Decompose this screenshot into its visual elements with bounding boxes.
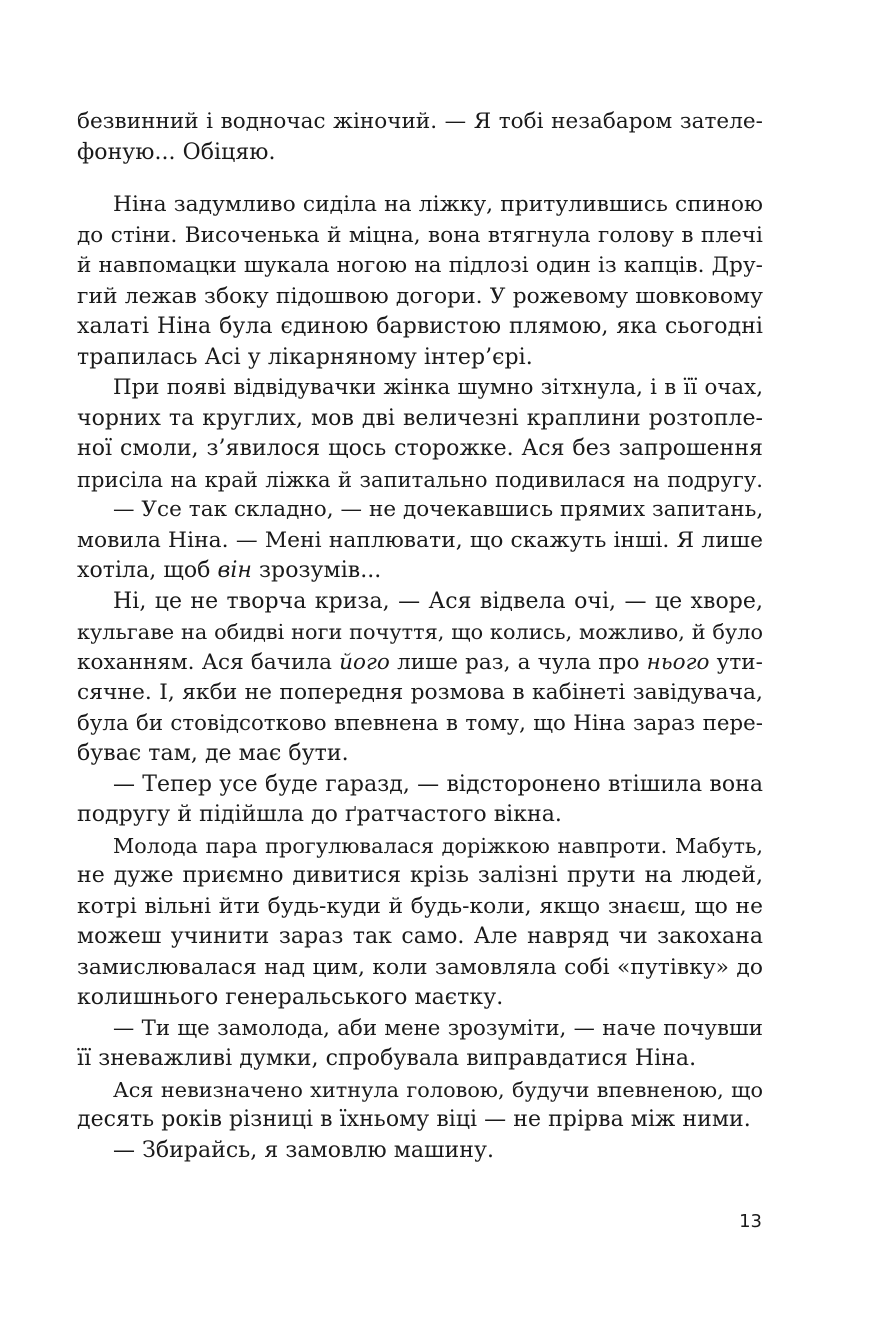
text-line: котрі вільні йти будь-куди й будь-коли, якщо знаєш, що не (77, 893, 763, 919)
text-run: лише раз, а чула про (389, 649, 647, 675)
body-text (77, 107, 763, 1166)
text-line: подругу й підійшла до ґратчастого вікна. (77, 802, 562, 827)
text-line (77, 648, 763, 679)
text-line: Ася невизначено хитнула головою, будучи впевненою, що (113, 1077, 763, 1102)
text-line: Ні, це не творча криза, — Ася відвела очі, — це хворе, (113, 588, 763, 614)
text-line: не дуже приємно дивитися крізь залізні прути на людей, (77, 863, 763, 888)
text-line: можеш учинити зараз так само. Але навряд чи закохана (77, 924, 763, 949)
page-number: 13 (739, 1211, 762, 1232)
text-line: колишнього генеральського маєтку. (77, 985, 504, 1010)
text-line: безвинний і водночас жіночий. — Я тобі незабаром зателе- (77, 109, 763, 134)
text-line (77, 556, 763, 587)
text-line: її зневажливі думки, спробувала виправдатися Ніна. (77, 1046, 697, 1071)
text-run: ути- (709, 649, 763, 675)
text-line: до стіни. Височенька й міцна, вона втягнула голову в плечі (77, 222, 763, 248)
text-line: сячне. І, якби не попередня розмова в кабінеті завідувача, (77, 680, 763, 705)
text-run: коханням. Ася бачила (77, 649, 340, 675)
italic-emphasis: його (339, 649, 390, 675)
text-line: й навпомацки шукала ногою на підлозі один із капців. Дру- (77, 253, 763, 278)
text-line: гий лежав збоку підошвою догори. У рожевому шовковому (77, 283, 763, 309)
text-line: халаті Ніна була єдиною барвистою плямою, яка сьогодні (77, 314, 763, 339)
text-line: — Усе так складно, — не дочекавшись прямих запитань, (113, 497, 764, 522)
text-run: зрозумів... (251, 558, 382, 583)
text-line: — Тепер усе буде гаразд, — відсторонено втішила вона (113, 771, 763, 797)
text-line: Ніна задумливо сиділа на ліжку, притулившись спиною (113, 192, 763, 217)
text-line: чорних та круглих, мов дві величезні краплини розтопле- (77, 405, 763, 431)
text-line: — Ти ще замолода, аби мене зрозуміти, — наче почувши (113, 1015, 763, 1041)
text-line: кульгаве на обидві ноги почуття, що колись, можливо, й було (77, 620, 763, 644)
text-line: фоную... Обіцяю. (77, 139, 276, 165)
text-line: буває там, де має бути. (77, 741, 349, 766)
text-line: присіла на край ліжка й запитально подивилася на подругу. (77, 467, 763, 492)
text-line: — Збирайсь, я замовлю машину. (113, 1137, 495, 1163)
text-line: Молода пара прогулювалася доріжкою навпроти. Мабуть, (113, 833, 763, 858)
section-break (77, 168, 763, 190)
text-line: була би стовідсотково впевнена в тому, що Ніна зараз пере- (77, 710, 763, 736)
text-line: мовила Ніна. — Мені наплювати, що скажуть інші. Я лише (77, 527, 763, 553)
text-line: трапилась Асі у лікарняному інтер’єрі. (77, 344, 533, 370)
italic-emphasis: нього (646, 649, 710, 675)
text-run: хотіла, щоб (77, 558, 218, 583)
italic-emphasis: він (217, 558, 252, 583)
text-line: ної смоли, з’явилося щось сторожке. Ася без запрошення (77, 436, 763, 461)
text-line: замислювалася над цим, коли замовляла собі «путівку» до (77, 954, 763, 980)
text-line: десять років різниці в їхньому віці — не прірва між ними. (77, 1107, 751, 1132)
text-line: При появі відвідувачки жінка шумно зітхнула, і в її очах, (113, 375, 763, 400)
